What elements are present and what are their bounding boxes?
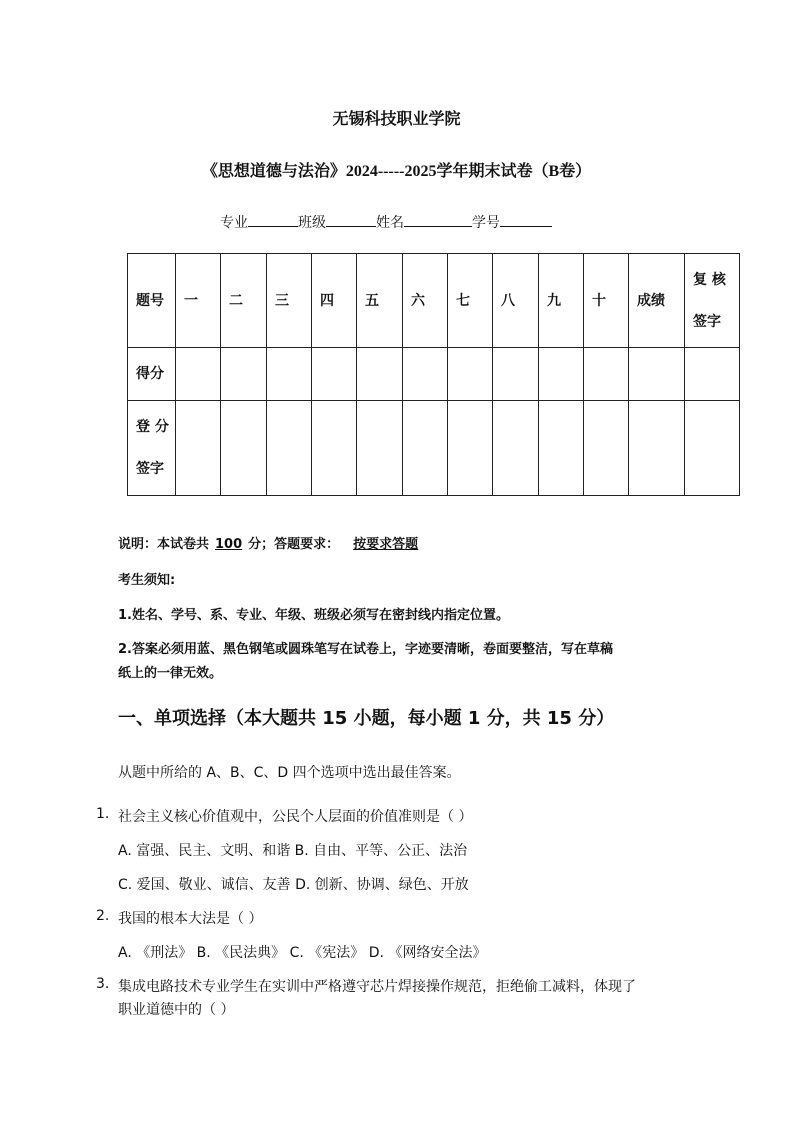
major-label: 专业 (220, 215, 248, 231)
review-label-line2: 签字 (693, 313, 721, 330)
score-row-label: 得分 (128, 348, 176, 401)
sign-cell[interactable] (584, 401, 629, 496)
header-cell: 四 (312, 254, 357, 348)
header-cell: 十 (584, 254, 629, 348)
header-cell: 成绩 (629, 254, 685, 348)
major-blank[interactable] (248, 212, 298, 227)
score-cell[interactable] (312, 348, 357, 401)
exam-title: 《思想道德与法治》2024-----2025学年期末试卷（B卷） (201, 163, 592, 180)
score-row (128, 348, 740, 401)
header-cell: 一 (176, 254, 221, 348)
total-score: 100 (215, 537, 243, 552)
student-id-label: 学号 (472, 215, 500, 231)
class-blank[interactable] (326, 212, 376, 227)
notice-1: 1.姓名、学号、系、专业、年级、班级必须写在密封线内指定位置。 (118, 608, 509, 623)
question-text: 社会主义核心价值观中，公民个人层面的价值准则是（ ） (118, 809, 473, 825)
question-text: 我国的根本大法是（ ） (118, 911, 263, 927)
student-info-line (220, 212, 552, 232)
notice-2-line1: 2.答案必须用蓝、黑色钢笔或圆珠笔写在试卷上，字迹要清晰，卷面要整洁，写在草稿 (118, 642, 613, 657)
school-name: 无锡科技职业学院 (332, 109, 461, 128)
question-text: 职业道德中的（ ） (118, 1002, 235, 1018)
notice-2-line2: 纸上的一律无效。 (118, 666, 223, 681)
question-options: C. 爱国、敬业、诚信、友善 D. 创新、协调、绿色、开放 (118, 877, 469, 893)
desc-prefix: 说明：本试卷共 (118, 537, 210, 552)
section-title: 一、单项选择（本大题共 15 小题，每小题 1 分，共 15 分） (118, 708, 615, 729)
question-number: 1. (96, 806, 110, 822)
question-options: A. 富强、民主、文明、和谐 B. 自由、平等、公正、法治 (118, 843, 468, 859)
header-cell: 八 (493, 254, 539, 348)
header-cell: 六 (403, 254, 448, 348)
score-cell[interactable] (267, 348, 312, 401)
score-cell[interactable] (221, 348, 267, 401)
header-cell: 三 (267, 254, 312, 348)
question-number: 3. (96, 976, 110, 992)
sign-cell[interactable] (403, 401, 448, 496)
header-cell: 五 (357, 254, 403, 348)
header-cell: 七 (448, 254, 493, 348)
header-cell: 九 (539, 254, 584, 348)
score-cell[interactable] (629, 348, 685, 401)
sign-row (128, 401, 740, 496)
name-blank[interactable] (404, 212, 472, 227)
section-instruction: 从题中所给的 A、B、C、D 四个选项中选出最佳答案。 (118, 765, 461, 781)
score-cell[interactable] (539, 348, 584, 401)
notice-title: 考生须知: (118, 573, 176, 588)
student-id-blank[interactable] (500, 212, 552, 227)
sign-label-line2: 签字 (136, 461, 164, 477)
sign-cell[interactable] (267, 401, 312, 496)
score-cell[interactable] (403, 348, 448, 401)
sign-cell[interactable] (685, 401, 740, 496)
name-label: 姓名 (376, 215, 404, 231)
question-text: 集成电路技术专业学生在实训中严格遵守芯片焊接操作规范，拒绝偷工减料，体现了 (118, 979, 636, 995)
review-label-line1: 复 核 (693, 271, 726, 288)
sign-cell[interactable] (221, 401, 267, 496)
sign-cell[interactable] (312, 401, 357, 496)
class-label: 班级 (298, 215, 326, 231)
score-cell[interactable] (448, 348, 493, 401)
sign-row-label (128, 401, 176, 496)
exam-description (118, 533, 484, 552)
question-options: A. 《刑法》 B. 《民法典》 C. 《宪法》 D. 《网络安全法》 (118, 945, 487, 961)
sign-cell[interactable] (539, 401, 584, 496)
header-cell: 二 (221, 254, 267, 348)
sign-cell[interactable] (493, 401, 539, 496)
sign-cell[interactable] (357, 401, 403, 496)
sign-label-line1: 登 分 (136, 419, 169, 435)
question-number: 2. (96, 908, 110, 924)
score-cell[interactable] (685, 348, 740, 401)
review-sign-cell (685, 254, 740, 348)
answer-requirement: 按要求答题 (353, 537, 419, 552)
score-table (127, 253, 740, 496)
sign-cell[interactable] (629, 401, 685, 496)
score-cell[interactable] (493, 348, 539, 401)
score-cell[interactable] (176, 348, 221, 401)
score-cell[interactable] (584, 348, 629, 401)
header-cell: 题号 (128, 254, 176, 348)
desc-mid: 分；答题要求： (248, 537, 340, 552)
sign-cell[interactable] (176, 401, 221, 496)
score-cell[interactable] (357, 348, 403, 401)
sign-cell[interactable] (448, 401, 493, 496)
score-table-header-row (128, 254, 740, 348)
